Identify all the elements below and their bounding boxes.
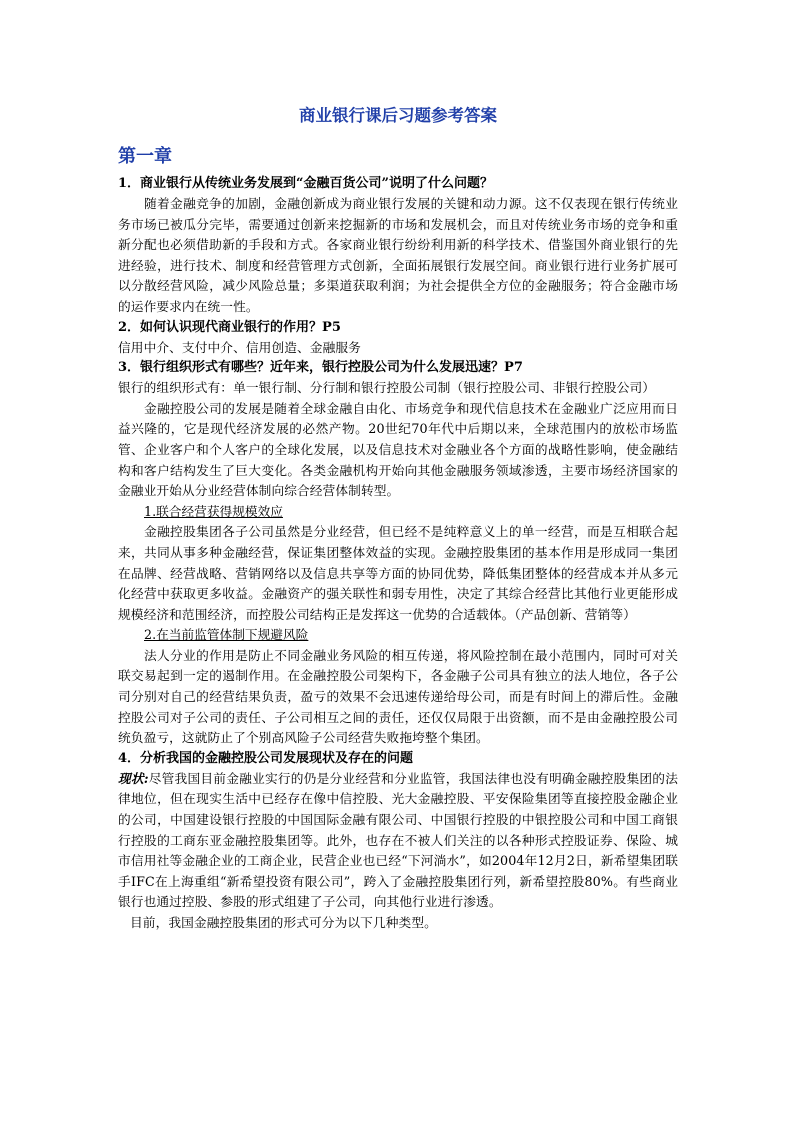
question-3-subheading-2: 2.在当前监管体制下规避风险 bbox=[144, 627, 309, 643]
question-3-answer-intro: 银行的组织形式有：单一银行制、分行制和银行控股公司制（银行控股公司、非银行控股公司） bbox=[118, 380, 656, 396]
question-3-paragraph-3: 法人分业的作用是防止不同金融业务风险的相互传递，将风险控制在最小范围内，同时可对关联交易起到一定的遏制作用。在金融控股公司架构下，各金融子公司具有独立的法人地位，各子公司分别对自己的经营结果负责，盈亏的效果不会迅速传递给母公司，而是有时间上的滞后性。金融控股公司对子公司的责任、子公司相互之间的责任，还仅仅局限于出资额，而不是由金融控股公司统负盈亏，这就防止了个别高风险子公司经营失败拖垮整个集团。 bbox=[118, 647, 678, 746]
question-4-heading: 4．分析我国的金融控股公司发展现状及存在的问题 bbox=[118, 750, 414, 766]
question-4-paragraph-2: 目前，我国金融控股集团的形式可分为以下几种类型。 bbox=[130, 915, 437, 930]
question-2-answer: 信用中介、支付中介、信用创造、金融服务 bbox=[118, 339, 361, 355]
question-3-heading: 3．银行组织形式有哪些？近年来，银行控股公司为什么发展迅速？P7 bbox=[118, 360, 523, 376]
question-2-heading: 2．如何认识现代商业银行的作用？P5 bbox=[118, 319, 341, 335]
question-4-paragraph-1 bbox=[118, 769, 678, 913]
question-1-answer: 随着金融竞争的加剧，金融创新成为商业银行发展的关键和动力源。这不仅表现在银行传统业务市场已被瓜分完毕，需要通过创新来挖掘新的市场和发展机会，而且对传统业务市场的竞争和重新分配也必须借助新的手段和方式。各家商业银行纷纷利用新的科学技术、借鉴国外商业银行的先进经验，进行技术、制度和经营管理方式创新，全面拓展银行发展空间。商业银行进行业务扩展可以分散经营风险，减少风险总量；多渠道获取利润；为社会提供全方位的金融服务；符合金融市场的运作要求内在统一性。 bbox=[118, 196, 678, 314]
question-1-heading: 1．商业银行从传统业务发展到“金融百货公司”说明了什么问题？ bbox=[118, 176, 494, 191]
chapter-heading: 第一章 bbox=[118, 146, 172, 167]
document-page bbox=[118, 104, 678, 934]
document-title: 商业银行课后习题参考答案 bbox=[299, 106, 497, 125]
question-4-lead-label: 现状: bbox=[118, 770, 149, 786]
question-4-paragraph-1-text: 尽管我国目前金融业实行的仍是分业经营和分业监管，我国法律也没有明确金融控股集团的法律地位，但在现实生活中已经存在像中信控股、光大金融控股、平安保险集团等直接控股金融企业的公司，中国建设银行控股的中国国际金融有限公司、中国银行控股的中银控股公司和中国工商银行控股的工商东亚金融控股集团等。此外，也存在不被人们关注的以各种形式控股证券、保险、城市信用社等金融企业的工商企业，民营企业也已经“下河淌水”，如2004年12月2日，新希望集团联手IFC在上海重组“新希望投资有限公司”，跨入了金融控股集团行列，新希望控股80%。有些商业银行也通过控股、参股的形式组建了子公司，向其他行业进行渗透。 bbox=[118, 770, 678, 910]
question-3-paragraph-2: 金融控股集团各子公司虽然是分业经营，但已经不是纯粹意义上的单一经营，而是互相联合起来，共同从事多种金融经营，保证集团整体效益的实现。金融控股集团的基本作用是形成同一集团在品牌、经营战略、营销网络以及信息共享等方面的协同优势，降低集团整体的经营成本并从多元化经营中获取更多收益。金融资产的强关联性和弱专用性，决定了其综合经营比其他行业更能形成规模经济和范围经济，而控股公司结构正是发挥这一优势的合适载体。（产品创新、营销等） bbox=[118, 524, 678, 622]
question-3-subheading-1: 1.联合经营获得规模效应 bbox=[144, 503, 283, 519]
question-3-paragraph-1: 金融控股公司的发展是随着全球金融自由化、市场竞争和现代信息技术在金融业广泛应用而日益兴隆的，它是现代经济发展的必然产物。20世纪70年代中后期以来，全球范围内的放松市场监管、企业客户和个人客户的全球化发展，以及信息技术对金融业各个方面的战略性影响，使金融结构和客户结构发生了巨大变化。各类金融机构开始向其他金融服务领域渗透，主要市场经济国家的金融业开始从分业经营体制向综合经营体制转型。 bbox=[118, 400, 678, 499]
